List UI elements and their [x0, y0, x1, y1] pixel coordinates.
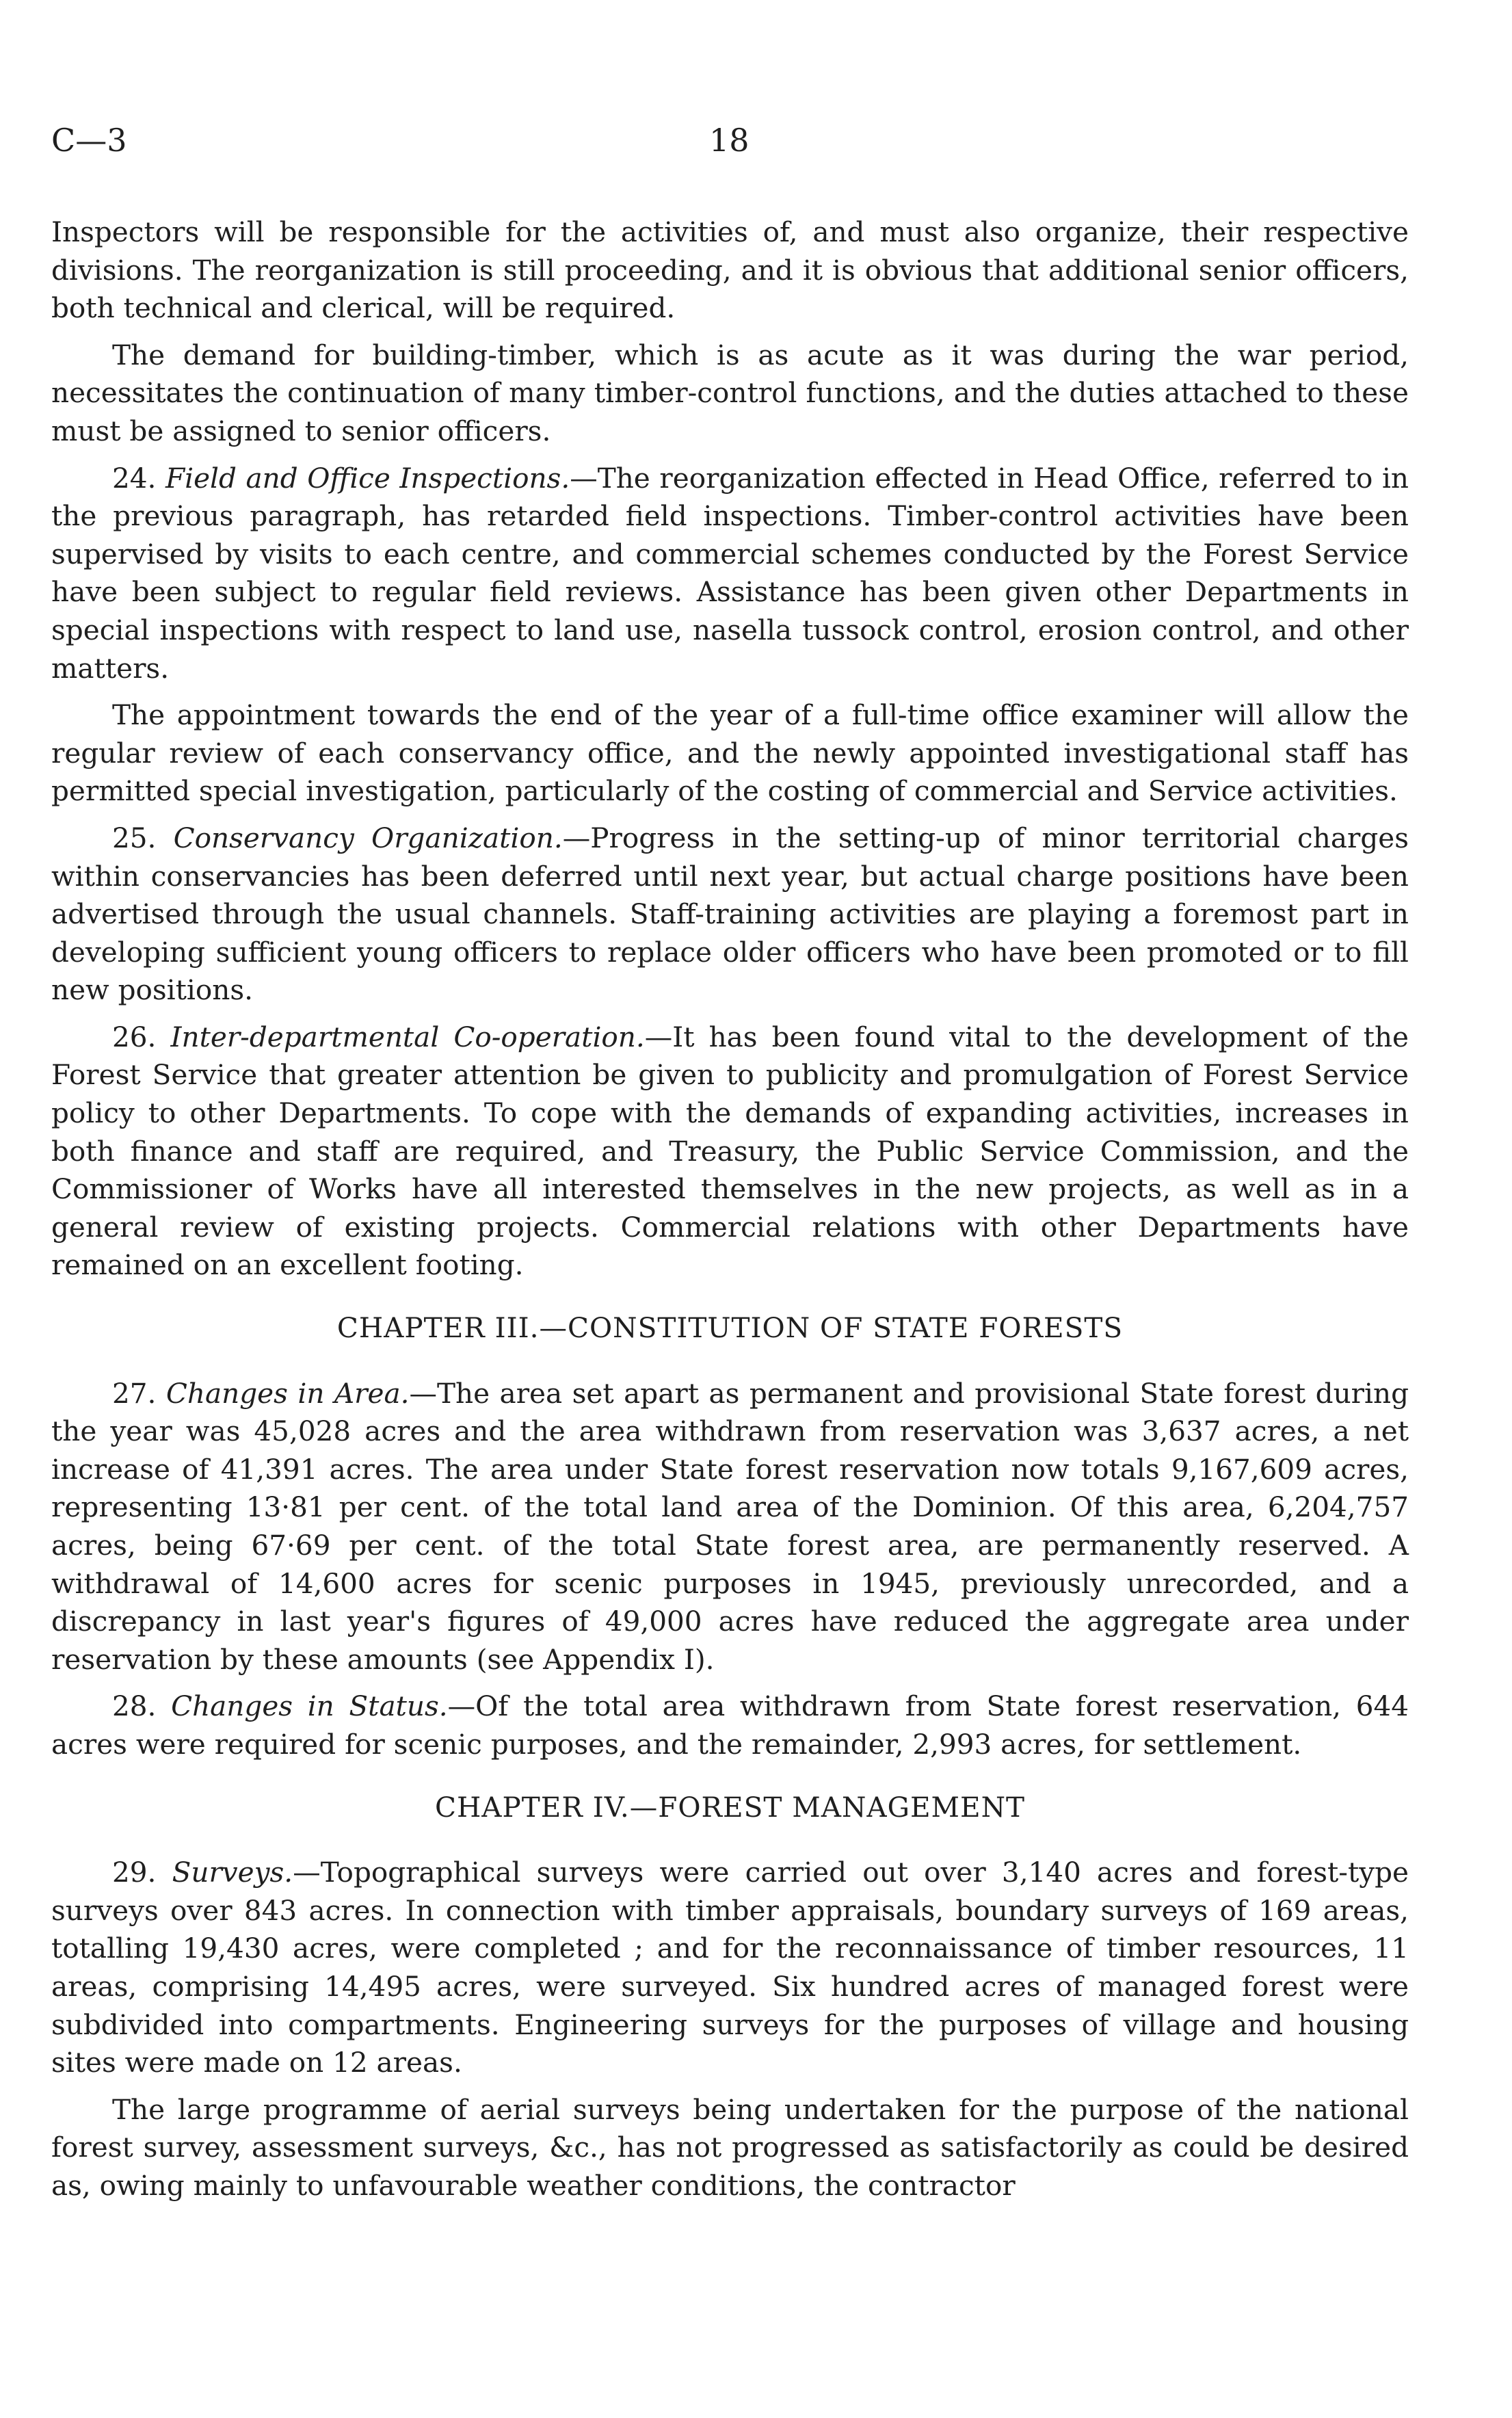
section-number: 24. [112, 461, 157, 495]
chapter-4-heading: CHAPTER IV.—FOREST MANAGEMENT [434, 1790, 1026, 1824]
paragraph-27-changes-in-area [51, 1375, 1409, 1679]
paragraph-26-inter-departmental [51, 1019, 1409, 1285]
section-heading: Surveys. [172, 1856, 293, 1889]
section-text: —Topographical surveys were carried out over 3,140 acres and forest-type surveys over 843 acres. In connection with timber appraisals, boundary surveys of 169 areas, totalling 19,430 acres, were completed ; and for the reconnaissance of timber resources, 11 areas, comprising 14,495 acres, were surveyed. Six hundred acres of managed forest were subdivided into compartments. Engineering surveys for the purposes of village and housing sites were made on 12 areas. [51, 1856, 1409, 2079]
paragraph-aerial-surveys: The large programme of aerial surveys being undertaken for the purpose of the national forest survey, assessment surveys, &c., has not progressed as satisfactorily as could be desired as, owing mainly to unfavourable weather conditions, the contractor [51, 2092, 1409, 2202]
paragraph-office-examiner: The appointment towards the end of the year of a full-time office examiner will allow the regular review of each conservancy office, and the newly appointed investigational staff has permitted special investigation, particularly of the costing of commercial and Service activities. [51, 698, 1409, 808]
section-heading: Field and Office Inspections. [165, 461, 570, 495]
section-heading: Inter-departmental Co-operation. [170, 1020, 645, 1053]
section-text: —The area set apart as permanent and provisional State forest during the year was 45,028 acres and the area withdrawn from reservation was 3,637 acres, a net increase of 41,391 acres. The area under State forest reservation now totals 9,167,609 acres, representing 13·81 per cent. of the total land area of the Dominion. Of this area, 6,204,757 acres, being 67·69 per cent. of the total State forest area, are permanently reserved. A withdrawal of 14,600 acres for scenic purposes in 1945, previously unrecorded, and a discrepancy in last year's figures of 49,000 acres have reduced the aggregate area under reservation by these amounts (see Appendix I). [51, 1376, 1409, 1676]
section-text: —Progress in the setting-up of minor territorial charges within conservancies has been deferred until next year, but actual charge positions have been advertised through the usual channels. Staff-training activities are playing a foremost part in developing sufficient young officers to replace older officers who have been promoted or to fill new positions. [51, 821, 1409, 1007]
page-number: 18 [709, 122, 750, 159]
paragraph-building-timber: The demand for building-timber, which is as acute as it was during the war period, necessitates the continuation of many timber-control functions, and the duties attached to these must be assigned to senior officers. [51, 338, 1409, 447]
paragraph-24-field-inspections [51, 460, 1409, 688]
section-number: 26. [112, 1020, 157, 1053]
paragraph-28-changes-in-status [51, 1687, 1409, 1763]
page-content [51, 213, 1409, 2214]
section-text: —Of the total area withdrawn from State forest reservation, 644 acres were required for scenic purposes, and the remainder, 2,993 acres, for settlement. [51, 1690, 1409, 1761]
section-text: —It has been found vital to the development of the Forest Service that greater attention be given to publicity and promulgation of Forest Service policy to other Departments. To cope with the demands of expanding activities, increases in both finance and staff are required, and Treasury, the Public Service Commission, and the Commissioner of Works have all interested themselves in the new projects, as well as in a general review of existing projects. Commercial relations with other Departments have remained on an excellent footing. [51, 1020, 1409, 1282]
section-heading: Conservancy Organization. [173, 821, 563, 854]
paragraph-25-conservancy [51, 819, 1409, 1010]
section-heading: Changes in Area. [165, 1376, 410, 1410]
section-number: 27. [112, 1376, 157, 1410]
section-text: —The reorganization effected in Head Office, referred to in the previous paragraph, has retarded field inspections. Timber-control activities have been supervised by visits to each centre, and commercial schemes conducted by the Forest Service have been subject to regular field reviews. Assistance has been given other Departments in special inspections with respect to land use, nasella tussock control, erosion control, and other matters. [51, 461, 1409, 685]
page-header [51, 122, 1409, 163]
chapter-3-heading: CHAPTER III.—CONSTITUTION OF STATE FORESTS [336, 1311, 1124, 1345]
section-heading: Changes in Status. [171, 1690, 448, 1723]
section-number: 28. [112, 1690, 157, 1723]
section-number: 25. [112, 821, 157, 854]
section-number: 29. [112, 1856, 157, 1889]
paragraph-29-surveys [51, 1854, 1409, 2082]
paragraph-inspectors: Inspectors will be responsible for the activities of, and must also organize, their respective divisions. The reorganization is still proceeding, and it is obvious that additional senior officers, both technical and clerical, will be required. [51, 215, 1409, 325]
page-reference: C—3 [51, 122, 127, 159]
